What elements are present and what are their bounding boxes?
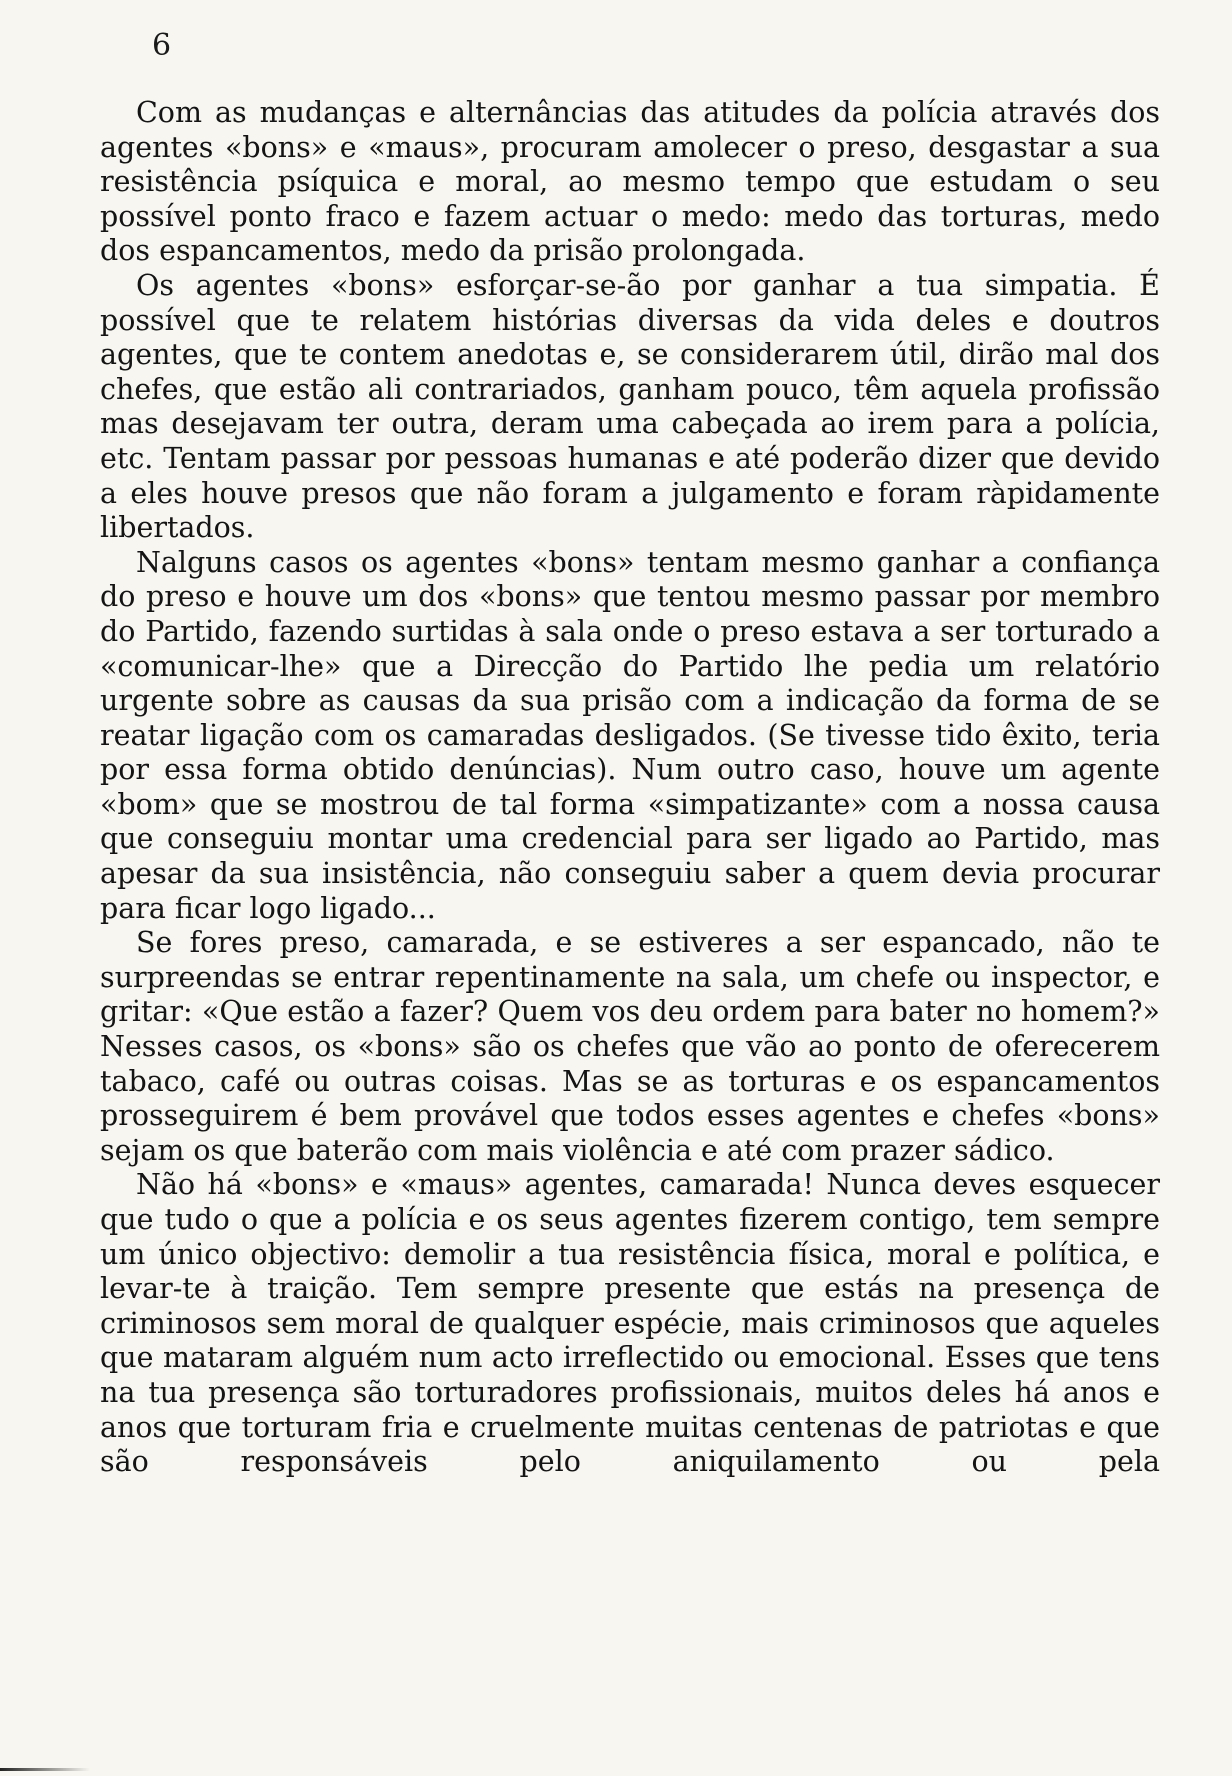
paragraph-5: Não há «bons» e «maus» agentes, camarada! Nunca deves esquecer que tudo o que a polícia e os seus agentes fizerem contigo, tem sempre um único objectivo: demolir a tua resistência física, moral e política, e levar-te à traição. Tem sempre presente que estás na presença de criminosos sem moral de qualquer espécie, mais criminosos que aqueles que mataram alguém num acto irreflectido ou emocional. Esses que tens na tua presença são torturadores profissionais, muitos deles há anos e anos que torturam fria e cruelmente muitas centenas de patriotas e que são responsáveis pelo aniquilamento ou pela (100, 1168, 1160, 1479)
paragraph-4: Se fores preso, camarada, e se estiveres a ser espancado, não te surpreendas se entrar repentinamente na sala, um chefe ou inspector, e gritar: «Que estão a fazer? Quem vos deu ordem para bater no homem?» Nesses casos, os «bons» são os chefes que vão ao ponto de oferecerem tabaco, café ou outras coisas. Mas se as torturas e os espancamentos prosseguirem é bem provável que todos esses agentes e chefes «bons» sejam os que baterão com mais violência e até com prazer sádico. (100, 926, 1160, 1167)
paragraph-3: Nalguns casos os agentes «bons» tentam mesmo ganhar a confiança do preso e houve um dos «bons» que tentou mesmo passar por membro do Partido, fazendo surtidas à sala onde o preso estava a ser torturado a «comunicar-lhe» que a Direcção do Partido lhe pedia um relatório urgente sobre as causas da sua prisão com a indicação da forma de se reatar ligação com os camaradas desligados. (Se tivesse tido êxito, teria por essa forma obtido denúncias). Num outro caso, houve um agente «bom» que se mostrou de tal forma «simpatizante» com a nossa causa que conseguiu montar uma credencial para ser ligado ao Partido, mas apesar da sua insistência, não conseguiu saber a quem devia procurar para ficar logo ligado... (100, 545, 1160, 925)
page-number: 6 (152, 28, 172, 63)
body-text (100, 96, 1160, 1480)
print-smudge (0, 1768, 90, 1771)
paragraph-1: Com as mudanças e alternâncias das atitudes da polícia através dos agentes «bons» e «maus», procuram amolecer o preso, desgastar a sua resistência psíquica e moral, ao mesmo tempo que estudam o seu possível ponto fraco e fazem actuar o medo: medo das torturas, medo dos espancamentos, medo da prisão prolongada. (100, 96, 1160, 268)
paragraph-2: Os agentes «bons» esforçar-se-ão por ganhar a tua simpatia. É possível que te relatem histórias diversas da vida deles e doutros agentes, que te contem anedotas e, se considerarem útil, dirão mal dos chefes, que estão ali contrariados, ganham pouco, têm aquela profissão mas desejavam ter outra, deram uma cabeçada ao irem para a polícia, etc. Tentam passar por pessoas humanas e até poderão dizer que devido a eles houve presos que não foram a julgamento e foram ràpidamente libertados. (100, 268, 1160, 545)
